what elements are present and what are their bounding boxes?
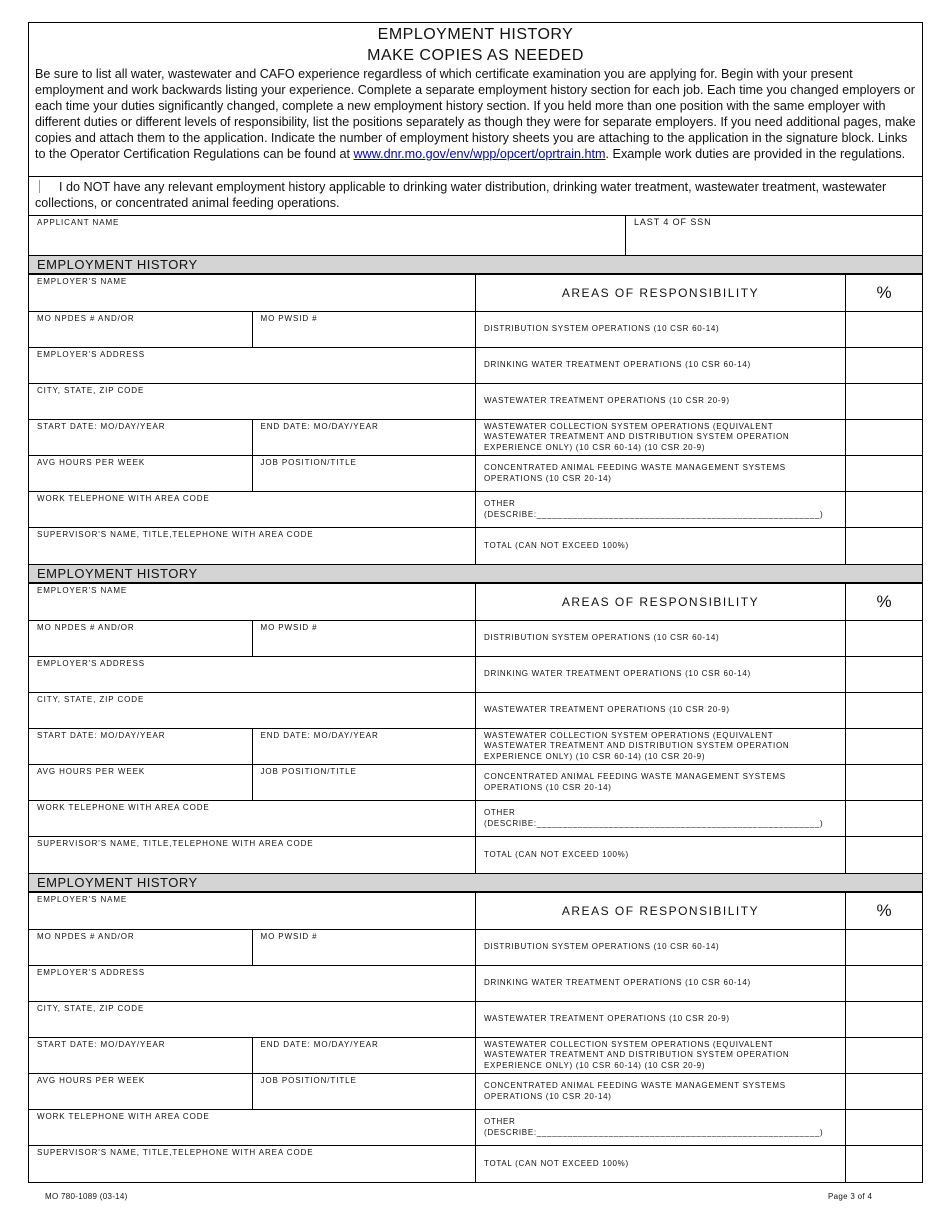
area-other	[476, 801, 845, 836]
area-wastewater: WASTEWATER TREATMENT OPERATIONS (10 CSR 20-9)	[484, 1014, 730, 1024]
supervisor-label: SUPERVISOR'S NAME, TITLE,TELEPHONE WITH AREA CODE	[37, 530, 314, 539]
pwsid-field[interactable]	[253, 930, 476, 965]
employer-info-column	[29, 893, 476, 1182]
regulations-link[interactable]: www.dnr.mo.gov/env/wpp/opcert/oprtrain.htm	[353, 147, 606, 161]
supervisor-label: SUPERVISOR'S NAME, TITLE,TELEPHONE WITH AREA CODE	[37, 1148, 314, 1157]
percent-header: %	[876, 901, 892, 920]
avg-hours-field[interactable]	[29, 1074, 253, 1109]
city-state-zip-label: CITY, STATE, ZIP CODE	[37, 1004, 145, 1013]
area-row	[476, 1074, 845, 1110]
employer-address-field[interactable]	[29, 657, 475, 693]
percent-total-field[interactable]	[846, 1146, 922, 1182]
applicant-name-field[interactable]	[29, 216, 626, 255]
dates-row	[29, 1038, 475, 1074]
area-total: TOTAL (CAN NOT EXCEED 100%)	[484, 849, 629, 859]
employer-address-label: EMPLOYER'S ADDRESS	[37, 350, 145, 359]
work-phone-label: WORK TELEPHONE WITH AREA CODE	[37, 494, 210, 503]
area-cafo: CONCENTRATED ANIMAL FEEDING WASTE MANAGEMENT SYSTEMS OPERATIONS (10 CSR 20-14)	[484, 1081, 786, 1101]
end-date-field[interactable]	[253, 1038, 476, 1073]
percent-drinking-water-field[interactable]	[846, 657, 922, 693]
area-other-describe: (DESCRIBE:_______________________________________________________)	[484, 818, 824, 828]
responsibility-column	[476, 275, 922, 564]
ssn-label: LAST 4 OF SSN	[634, 217, 712, 227]
area-collection: WASTEWATER COLLECTION SYSTEM OPERATIONS (EQUIVALENT WASTEWATER TREATMENT AND DISTRIBUTION SYSTEM OPERATION EXPERIENCE ONLY) (10 CSR 60-14) (10 CSR 20-9)	[484, 730, 790, 761]
permit-row	[29, 312, 475, 348]
supervisor-label: SUPERVISOR'S NAME, TITLE,TELEPHONE WITH AREA CODE	[37, 839, 314, 848]
dates-row	[29, 420, 475, 456]
employer-name-field[interactable]	[29, 893, 475, 930]
percent-drinking-water-field[interactable]	[846, 348, 922, 384]
section-grid	[29, 893, 922, 1182]
employer-info-column	[29, 584, 476, 873]
npdes-field[interactable]	[29, 621, 253, 656]
instructions-text	[35, 66, 916, 162]
area-row	[476, 765, 845, 801]
employer-address-label: EMPLOYER'S ADDRESS	[37, 968, 145, 977]
instructions-tail: . Example work duties are provided in the regulations.	[605, 147, 906, 161]
areas-header-cell	[476, 893, 845, 930]
area-row	[476, 312, 845, 348]
pwsid-label: MO PWSID #	[260, 623, 318, 632]
percent-column	[846, 584, 922, 873]
area-row	[476, 384, 845, 420]
employer-info-column	[29, 275, 476, 564]
section-title: EMPLOYMENT HISTORY	[29, 874, 922, 893]
area-wastewater: WASTEWATER TREATMENT OPERATIONS (10 CSR 20-9)	[484, 396, 730, 406]
percent-wastewater-field[interactable]	[846, 384, 922, 420]
percent-cafo-field[interactable]	[846, 456, 922, 492]
form-page	[28, 22, 923, 1183]
supervisor-field[interactable]	[29, 837, 475, 873]
area-total: TOTAL (CAN NOT EXCEED 100%)	[484, 540, 629, 550]
employer-address-field[interactable]	[29, 348, 475, 384]
section-title: EMPLOYMENT HISTORY	[29, 565, 922, 584]
percent-wastewater-field[interactable]	[846, 1002, 922, 1038]
percent-other-field[interactable]	[846, 1110, 922, 1146]
instructions-box	[28, 22, 923, 177]
end-date-label: END DATE: MO/DAY/YEAR	[260, 1040, 379, 1049]
work-phone-field[interactable]	[29, 801, 475, 837]
job-title-field[interactable]	[253, 1074, 476, 1109]
percent-wastewater-field[interactable]	[846, 693, 922, 729]
end-date-label: END DATE: MO/DAY/YEAR	[260, 731, 379, 740]
no-history-text: I do NOT have any relevant employment history applicable to drinking water distribution, drinking water treatment, wastewater treatment, wastewater collections, or concentrated animal feeding operations.	[35, 180, 887, 210]
start-date-label: START DATE: MO/DAY/YEAR	[37, 422, 166, 431]
area-row	[476, 1110, 845, 1146]
area-wastewater: WASTEWATER TREATMENT OPERATIONS (10 CSR 20-9)	[484, 705, 730, 715]
area-row	[476, 528, 845, 564]
percent-drinking-water-field[interactable]	[846, 966, 922, 1002]
employer-address-label: EMPLOYER'S ADDRESS	[37, 659, 145, 668]
areas-list	[476, 893, 846, 1182]
area-row	[476, 456, 845, 492]
percent-other-field[interactable]	[846, 492, 922, 528]
dates-row	[29, 729, 475, 765]
area-row	[476, 930, 845, 966]
percent-collection-field[interactable]	[846, 420, 922, 456]
hours-position-row	[29, 765, 475, 801]
pwsid-field[interactable]	[253, 621, 476, 656]
work-phone-field[interactable]	[29, 492, 475, 528]
percent-other-field[interactable]	[846, 801, 922, 837]
avg-hours-field[interactable]	[29, 456, 253, 491]
city-state-zip-field[interactable]	[29, 693, 475, 729]
applicant-name-label: APPLICANT NAME	[37, 218, 120, 227]
area-collection: WASTEWATER COLLECTION SYSTEM OPERATIONS (EQUIVALENT WASTEWATER TREATMENT AND DISTRIBUTION SYSTEM OPERATION EXPERIENCE ONLY) (10 CSR 60-14) (10 CSR 20-9)	[484, 421, 790, 452]
area-other-label: OTHER	[484, 1117, 516, 1126]
avg-hours-label: AVG HOURS PER WEEK	[37, 767, 146, 776]
city-state-zip-label: CITY, STATE, ZIP CODE	[37, 386, 145, 395]
area-row	[476, 729, 845, 765]
section-grid	[29, 275, 922, 564]
no-history-row	[28, 177, 923, 216]
percent-distribution-field[interactable]	[846, 930, 922, 966]
areas-header: AREAS OF RESPONSIBILITY	[561, 904, 760, 918]
pwsid-label: MO PWSID #	[260, 314, 318, 323]
responsibility-column	[476, 584, 922, 873]
area-other-describe: (DESCRIBE:_______________________________________________________)	[484, 509, 824, 519]
area-total: TOTAL (CAN NOT EXCEED 100%)	[484, 1158, 629, 1168]
employer-name-field[interactable]	[29, 584, 475, 621]
npdes-label: MO NPDES # AND/OR	[37, 314, 135, 323]
form-number: MO 780-1089 (03-14)	[45, 1192, 128, 1201]
area-row	[476, 492, 845, 528]
hours-position-row	[29, 1074, 475, 1110]
percent-total-field[interactable]	[846, 528, 922, 564]
job-title-label: JOB POSITION/TITLE	[260, 458, 357, 467]
percent-header-cell	[846, 275, 922, 312]
area-distribution: DISTRIBUTION SYSTEM OPERATIONS (10 CSR 60-14)	[484, 942, 720, 952]
page-number: Page 3 of 4	[828, 1192, 873, 1201]
permit-row	[29, 930, 475, 966]
pwsid-label: MO PWSID #	[260, 932, 318, 941]
area-collection: WASTEWATER COLLECTION SYSTEM OPERATIONS (EQUIVALENT WASTEWATER TREATMENT AND DISTRIBUTION SYSTEM OPERATION EXPERIENCE ONLY) (10 CSR 60-14) (10 CSR 20-9)	[484, 1039, 790, 1070]
area-row	[476, 837, 845, 873]
percent-column	[846, 893, 922, 1182]
areas-header-cell	[476, 584, 845, 621]
percent-header: %	[876, 283, 892, 302]
percent-collection-field[interactable]	[846, 729, 922, 765]
npdes-label: MO NPDES # AND/OR	[37, 932, 135, 941]
employment-history-section	[28, 565, 923, 874]
percent-distribution-field[interactable]	[846, 312, 922, 348]
start-date-field[interactable]	[29, 729, 253, 764]
avg-hours-label: AVG HOURS PER WEEK	[37, 458, 146, 467]
areas-header: AREAS OF RESPONSIBILITY	[561, 595, 760, 609]
percent-cafo-field[interactable]	[846, 765, 922, 801]
hours-position-row	[29, 456, 475, 492]
job-title-field[interactable]	[253, 765, 476, 800]
area-distribution: DISTRIBUTION SYSTEM OPERATIONS (10 CSR 60-14)	[484, 633, 720, 643]
area-drinking-water: DRINKING WATER TREATMENT OPERATIONS (10 CSR 60-14)	[484, 978, 751, 988]
city-state-zip-field[interactable]	[29, 384, 475, 420]
area-other-label: OTHER	[484, 499, 516, 508]
areas-list	[476, 275, 846, 564]
employer-name-label: EMPLOYER'S NAME	[37, 895, 128, 904]
avg-hours-field[interactable]	[29, 765, 253, 800]
area-other-label: OTHER	[484, 808, 516, 817]
city-state-zip-label: CITY, STATE, ZIP CODE	[37, 695, 145, 704]
percent-header-cell	[846, 893, 922, 930]
areas-header-cell	[476, 275, 845, 312]
percent-distribution-field[interactable]	[846, 621, 922, 657]
area-other	[476, 1110, 845, 1145]
area-other	[476, 492, 845, 527]
supervisor-field[interactable]	[29, 528, 475, 564]
area-cafo: CONCENTRATED ANIMAL FEEDING WASTE MANAGEMENT SYSTEMS OPERATIONS (10 CSR 20-14)	[484, 772, 786, 792]
employment-history-section	[28, 256, 923, 565]
end-date-label: END DATE: MO/DAY/YEAR	[260, 422, 379, 431]
area-row	[476, 657, 845, 693]
city-state-zip-field[interactable]	[29, 1002, 475, 1038]
areas-header: AREAS OF RESPONSIBILITY	[561, 286, 760, 300]
employer-name-field[interactable]	[29, 275, 475, 312]
area-row	[476, 1038, 845, 1074]
area-distribution: DISTRIBUTION SYSTEM OPERATIONS (10 CSR 60-14)	[484, 324, 720, 334]
end-date-field[interactable]	[253, 420, 476, 455]
work-phone-field[interactable]	[29, 1110, 475, 1146]
area-row	[476, 621, 845, 657]
ssn-field[interactable]	[626, 216, 922, 255]
start-date-field[interactable]	[29, 420, 253, 455]
end-date-field[interactable]	[253, 729, 476, 764]
percent-cafo-field[interactable]	[846, 1074, 922, 1110]
work-phone-label: WORK TELEPHONE WITH AREA CODE	[37, 803, 210, 812]
job-title-field[interactable]	[253, 456, 476, 491]
area-drinking-water: DRINKING WATER TREATMENT OPERATIONS (10 CSR 60-14)	[484, 669, 751, 679]
instructions-body: Be sure to list all water, wastewater and CAFO experience regardless of which certificate examination you are applying for. Begin with your present employment and work backwards listing your experience. Complete a separate employment history section for each job. Each time you changed employers or each time your duties significantly changed, complete a new employment history section. If you held more than one position with the same employer with different duties or different levels of responsibility, list the positions separately as though they were for separate employers. If you need additional pages, make copies and attach them to the application. Indicate the number of employment history sheets you are attaching to the application in the signature block. Links to the Operator Certification Regulations can be found at	[35, 67, 916, 161]
area-row	[476, 348, 845, 384]
form-title: EMPLOYMENT HISTORY	[377, 26, 574, 43]
npdes-label: MO NPDES # AND/OR	[37, 623, 135, 632]
employment-history-section	[28, 874, 923, 1183]
job-title-label: JOB POSITION/TITLE	[260, 1076, 357, 1085]
percent-header-cell	[846, 584, 922, 621]
start-date-field[interactable]	[29, 1038, 253, 1073]
permit-row	[29, 621, 475, 657]
area-cafo: CONCENTRATED ANIMAL FEEDING WASTE MANAGEMENT SYSTEMS OPERATIONS (10 CSR 20-14)	[484, 463, 786, 483]
percent-total-field[interactable]	[846, 837, 922, 873]
responsibility-column	[476, 893, 922, 1182]
percent-collection-field[interactable]	[846, 1038, 922, 1074]
start-date-label: START DATE: MO/DAY/YEAR	[37, 1040, 166, 1049]
applicant-row	[28, 216, 923, 256]
npdes-field[interactable]	[29, 930, 253, 965]
employer-name-label: EMPLOYER'S NAME	[37, 586, 128, 595]
area-row	[476, 801, 845, 837]
area-other-describe: (DESCRIBE:_______________________________________________________)	[484, 1127, 824, 1137]
area-row	[476, 693, 845, 729]
form-subtitle: MAKE COPIES AS NEEDED	[367, 47, 584, 64]
work-phone-label: WORK TELEPHONE WITH AREA CODE	[37, 1112, 210, 1121]
percent-column	[846, 275, 922, 564]
employer-name-label: EMPLOYER'S NAME	[37, 277, 128, 286]
start-date-label: START DATE: MO/DAY/YEAR	[37, 731, 166, 740]
npdes-field[interactable]	[29, 312, 253, 347]
supervisor-field[interactable]	[29, 1146, 475, 1182]
percent-header: %	[876, 592, 892, 611]
employer-address-field[interactable]	[29, 966, 475, 1002]
area-drinking-water: DRINKING WATER TREATMENT OPERATIONS (10 CSR 60-14)	[484, 360, 751, 370]
area-row	[476, 1146, 845, 1182]
section-grid	[29, 584, 922, 873]
pwsid-field[interactable]	[253, 312, 476, 347]
no-history-checkbox[interactable]	[39, 180, 49, 193]
area-row	[476, 1002, 845, 1038]
avg-hours-label: AVG HOURS PER WEEK	[37, 1076, 146, 1085]
area-row	[476, 966, 845, 1002]
section-title: EMPLOYMENT HISTORY	[29, 256, 922, 275]
area-row	[476, 420, 845, 456]
areas-list	[476, 584, 846, 873]
job-title-label: JOB POSITION/TITLE	[260, 767, 357, 776]
